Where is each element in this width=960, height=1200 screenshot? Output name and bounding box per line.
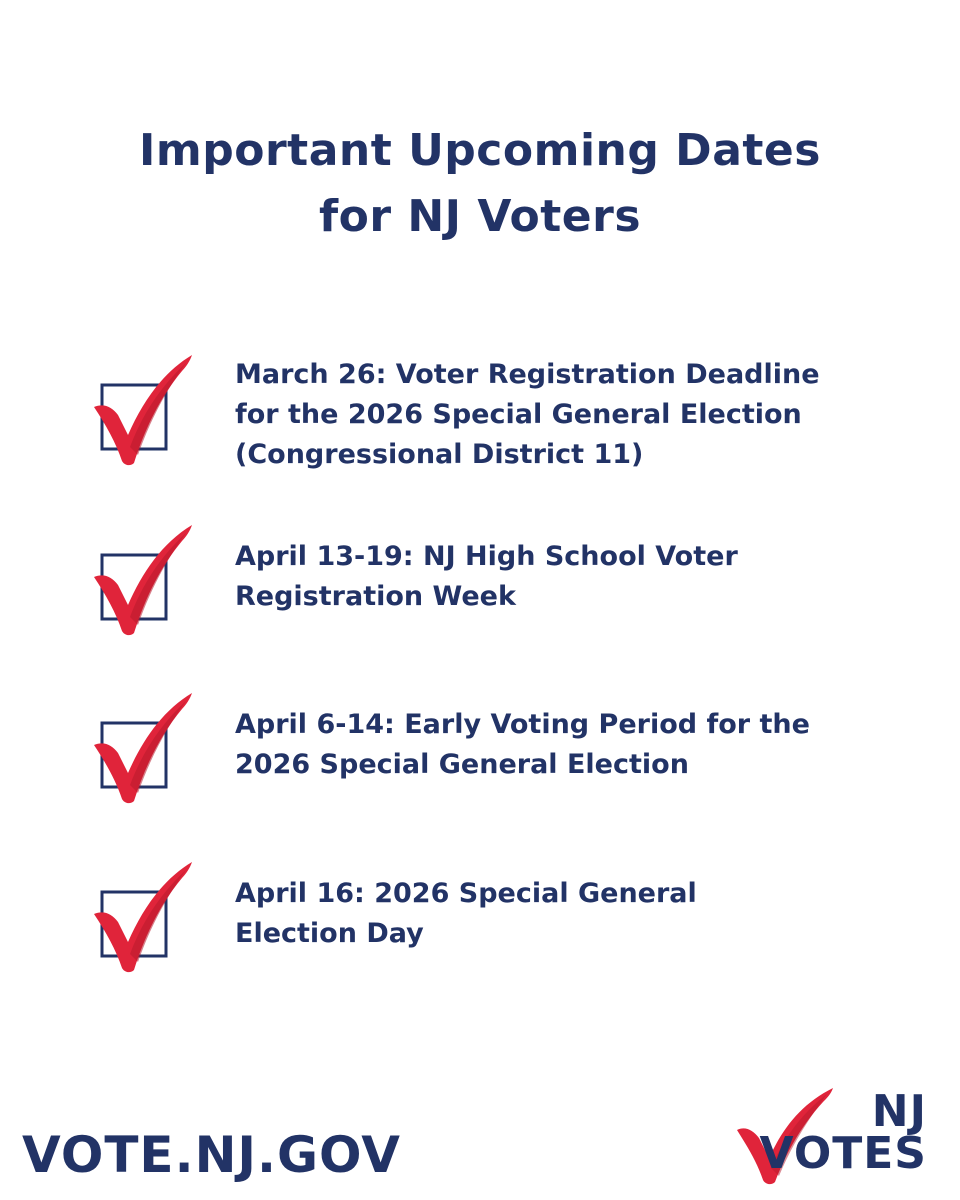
item-line: Registration Week (235, 581, 516, 612)
logo-text-nj: NJ (871, 1086, 927, 1137)
item-line: March 26: Voter Registration Deadline (235, 359, 820, 390)
item-line: for the 2026 Special General Election (235, 399, 802, 430)
logo-text-votes: VOTES (759, 1128, 927, 1179)
item-line: April 13-19: NJ High School Voter (235, 541, 738, 572)
item-line: April 16: 2026 Special General (235, 878, 697, 909)
item-text (235, 874, 875, 954)
page-title (0, 118, 960, 250)
item-text (235, 537, 875, 617)
item-line: (Congressional District 11) (235, 439, 644, 470)
item-text (235, 705, 875, 785)
checkbox-checked-icon (90, 862, 200, 982)
item-line: 2026 Special General Election (235, 749, 689, 780)
title-line-1: Important Upcoming Dates (139, 125, 821, 176)
checkbox-checked-icon (90, 693, 200, 813)
checkbox-checked-icon (90, 525, 200, 645)
item-text (235, 355, 875, 475)
checkbox-checked-icon (90, 355, 200, 475)
item-line: Election Day (235, 918, 424, 949)
website-link[interactable]: VOTE.NJ.GOV (22, 1126, 401, 1184)
title-line-2: for NJ Voters (318, 191, 642, 242)
nj-votes-logo (735, 1086, 945, 1186)
item-line: April 6-14: Early Voting Period for the (235, 709, 810, 740)
